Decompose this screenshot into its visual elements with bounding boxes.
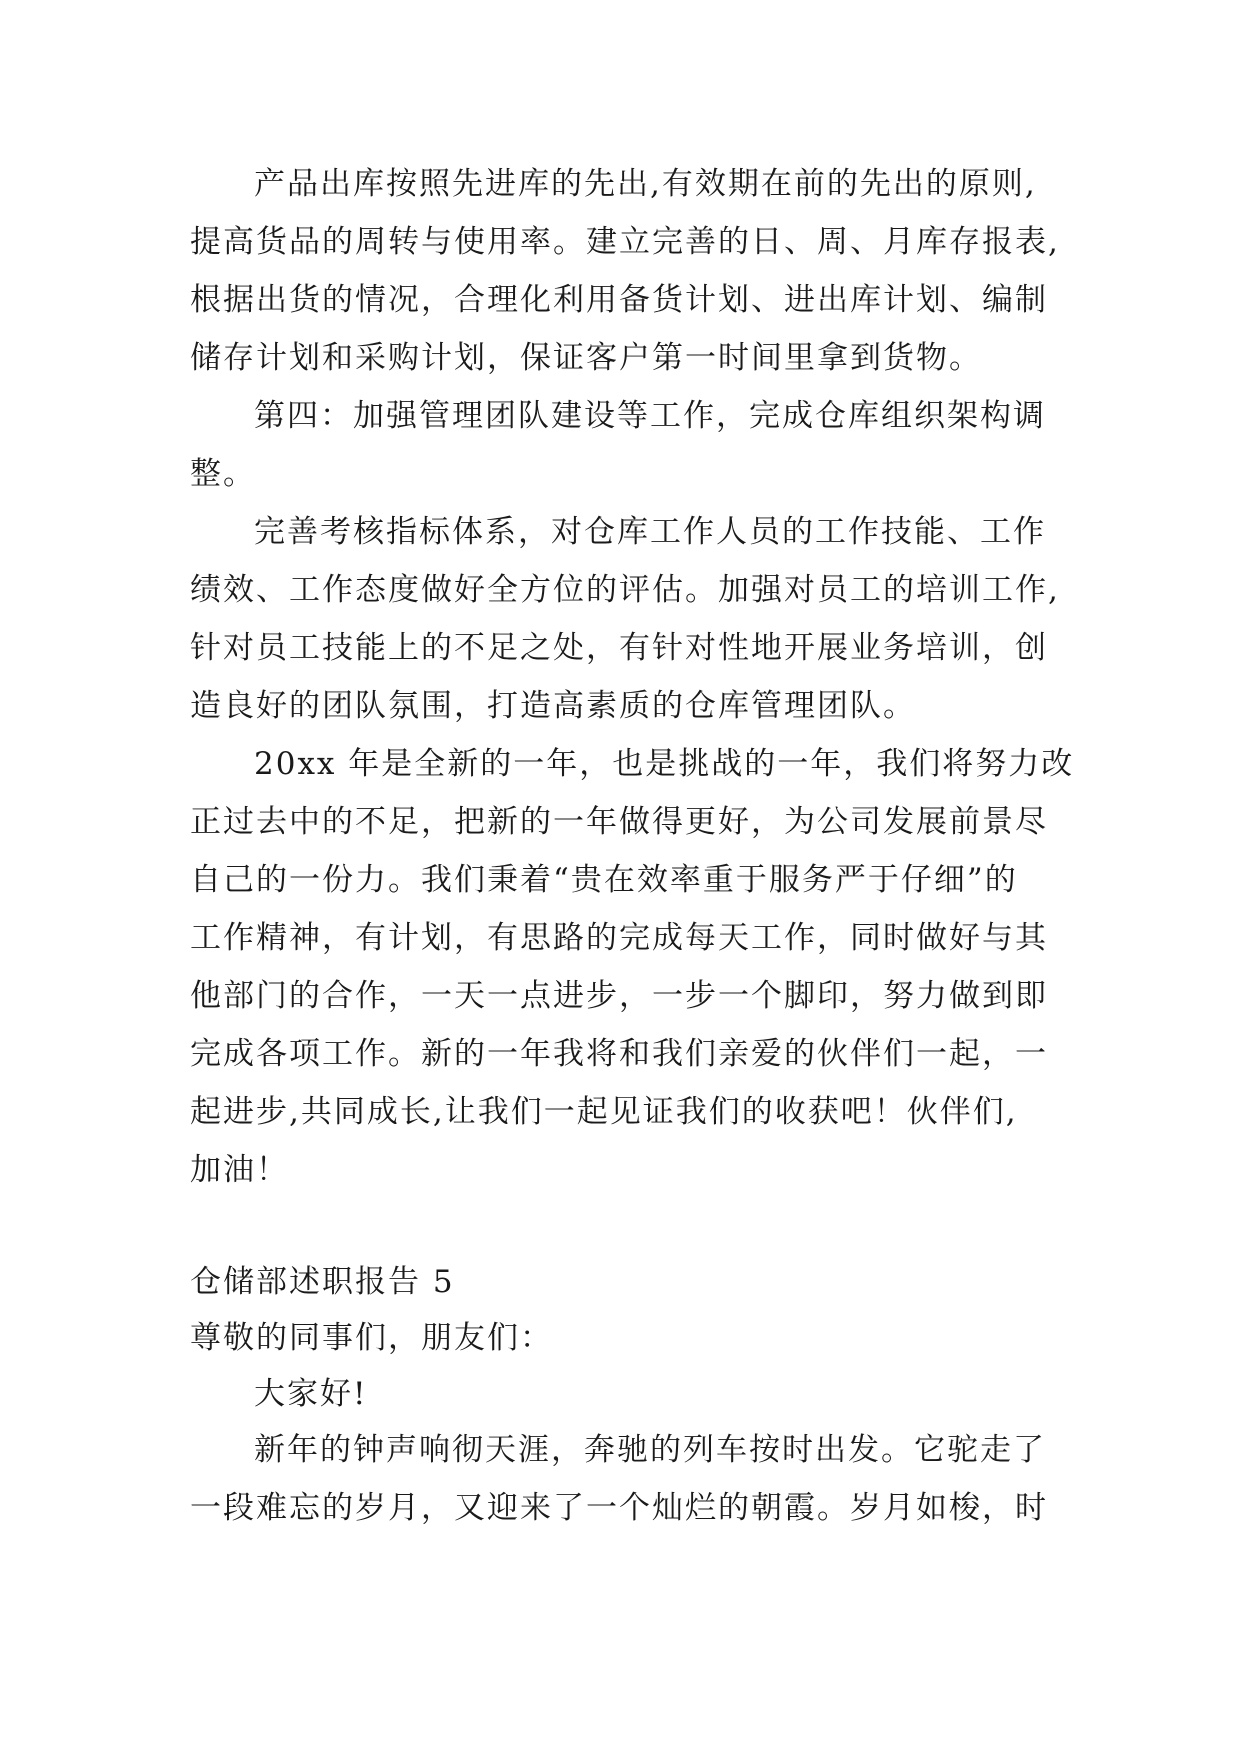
paragraph-line: 自己的一份力。我们秉着“贵在效率重于服务严于仔细”的 [190,862,1018,898]
paragraph-line: 一段难忘的岁月，又迎来了一个灿烂的朝霞。岁月如梭，时 [190,1490,1048,1526]
paragraph-line: 完成各项工作。新的一年我将和我们亲爱的伙伴们一起，一 [190,1036,1048,1072]
paragraph-line: 他部门的合作，一天一点进步，一步一个脚印，努力做到即 [190,978,1048,1014]
paragraph-line: 根据出货的情况，合理化利用备货计划、进出库计划、编制 [190,282,1048,318]
paragraph-line: 绩效、工作态度做好全方位的评估。加强对员工的培训工作, [190,572,1060,608]
paragraph-line: 正过去中的不足，把新的一年做得更好，为公司发展前景尽 [190,804,1048,840]
paragraph-line: 产品出库按照先进库的先出,有效期在前的先出的原则, [254,166,1037,202]
paragraph-line: 新年的钟声响彻天涯，奔驰的列车按时出发。它驼走了 [254,1432,1046,1468]
paragraph-line: 第四：加强管理团队建设等工作，完成仓库组织架构调 [254,398,1046,434]
paragraph-line: 工作精神，有计划，有思路的完成每天工作，同时做好与其 [190,920,1048,956]
paragraph-line: 完善考核指标体系，对仓库工作人员的工作技能、工作 [254,514,1046,550]
paragraph-line: 针对员工技能上的不足之处，有针对性地开展业务培训，创 [190,630,1048,666]
greeting: 大家好! [254,1376,368,1412]
paragraph-line: 起进步,共同成长,让我们一起见证我们的收获吧！伙伴们, [190,1094,1018,1130]
paragraph-line: 20xx 年是全新的一年，也是挑战的一年，我们将努力改 [254,746,1075,782]
paragraph-line: 加油！ [190,1152,289,1188]
paragraph-line: 储存计划和采购计划，保证客户第一时间里拿到货物。 [190,340,982,376]
paragraph-line: 整。 [190,456,256,492]
paragraph-line: 提高货品的周转与使用率。建立完善的日、周、月库存报表, [190,224,1060,260]
paragraph-line: 造良好的团队氛围，打造高素质的仓库管理团队。 [190,688,916,724]
salutation: 尊敬的同事们，朋友们： [190,1320,553,1356]
section-heading: 仓储部述职报告 5 [190,1264,455,1300]
